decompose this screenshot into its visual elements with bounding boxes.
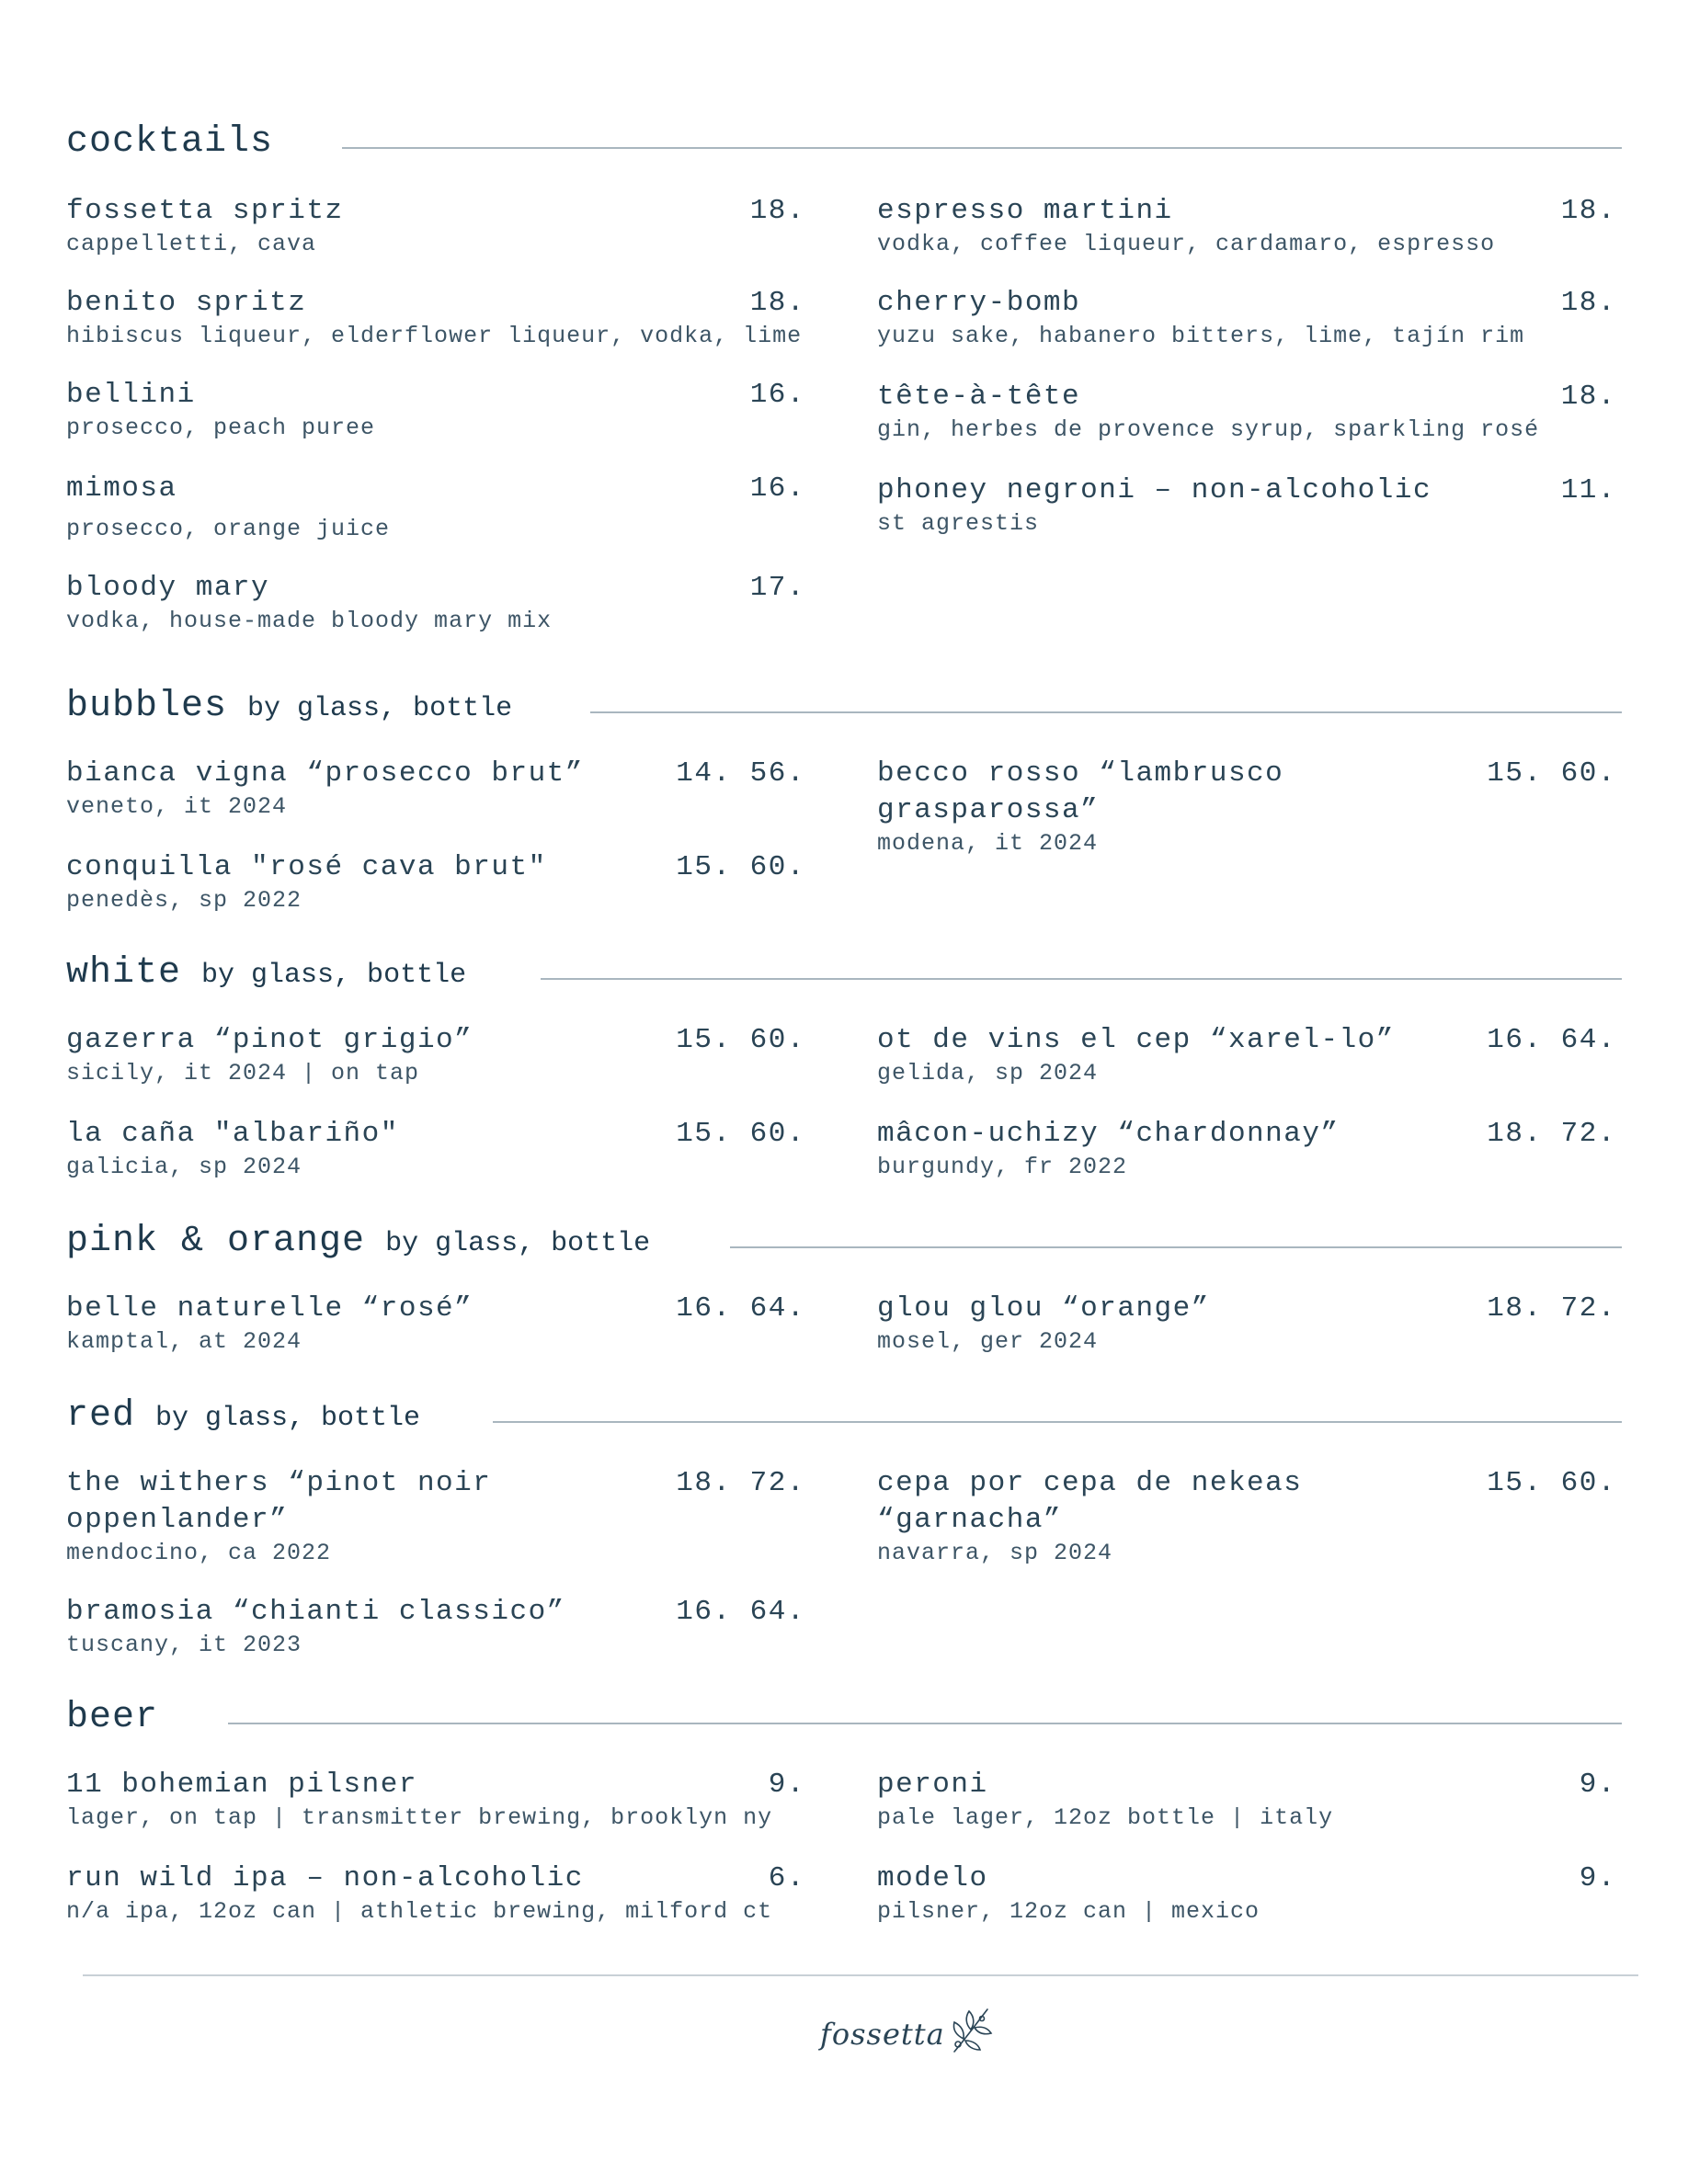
- item-description: prosecco, peach puree: [66, 415, 376, 441]
- item-description: vodka, coffee liqueur, cardamaro, espresso: [877, 231, 1496, 257]
- item-price: 14. 56.: [676, 757, 805, 790]
- section-divider: [590, 711, 1622, 713]
- footer-divider: [83, 1974, 1638, 1976]
- item-description: pale lager, 12oz bottle | italy: [877, 1804, 1334, 1831]
- item-price: 18.: [749, 287, 805, 319]
- section-title: white: [66, 952, 182, 994]
- item-name: 11 bohemian pilsner: [66, 1769, 417, 1801]
- item-price: 18.: [749, 195, 805, 227]
- item-price: 15. 60.: [676, 1118, 805, 1150]
- section-header: [66, 1697, 1622, 1737]
- item-price: 16.: [749, 379, 805, 411]
- item-name: mimosa: [66, 472, 177, 505]
- section-header: [66, 952, 1622, 993]
- item-name: becco rosso “lambrusco grasparossa”: [877, 757, 1303, 826]
- item-description: navarra, sp 2024: [877, 1540, 1113, 1566]
- section-header: [66, 1395, 1622, 1436]
- item-name: run wild ipa – non-alcoholic: [66, 1862, 584, 1894]
- item-price: 18.: [1560, 287, 1616, 319]
- item-price: 16.: [749, 472, 805, 505]
- item-description: vodka, house-made bloody mary mix: [66, 608, 553, 634]
- section-subtitle: by glass, bottle: [201, 960, 467, 991]
- fossetta-logo: [820, 1985, 1004, 2077]
- item-name: la caña "albariño": [66, 1118, 399, 1150]
- item-name: fossetta spritz: [66, 195, 344, 227]
- item-description: yuzu sake, habanero bitters, lime, tajín rim: [877, 323, 1525, 349]
- logo-wordmark: fossetta: [820, 2017, 945, 2052]
- item-name: cherry-bomb: [877, 287, 1081, 319]
- item-description: penedès, sp 2022: [66, 887, 302, 914]
- item-description: mendocino, ca 2022: [66, 1540, 332, 1566]
- item-name: modelo: [877, 1862, 988, 1894]
- item-description: hibiscus liqueur, elderflower liqueur, vodka, lime: [66, 323, 803, 349]
- item-description: st agrestis: [877, 510, 1040, 537]
- item-price: 9.: [1579, 1769, 1616, 1801]
- item-price: 9.: [1579, 1862, 1616, 1894]
- section-subtitle: by glass, bottle: [247, 693, 513, 724]
- item-price: 15. 60.: [676, 1024, 805, 1056]
- item-description: prosecco, orange juice: [66, 516, 391, 542]
- item-name: bloody mary: [66, 572, 270, 604]
- item-description: gin, herbes de provence syrup, sparkling rosé: [877, 416, 1540, 443]
- item-name: mâcon-uchizy “chardonnay”: [877, 1118, 1340, 1150]
- item-price: 16. 64.: [676, 1292, 805, 1325]
- item-price: 18.: [1560, 195, 1616, 227]
- section-divider: [228, 1723, 1622, 1724]
- item-name: cepa por cepa de nekeas “garnacha”: [877, 1467, 1321, 1536]
- item-description: galicia, sp 2024: [66, 1154, 302, 1180]
- item-price: 15. 60.: [676, 851, 805, 883]
- item-name: peroni: [877, 1769, 988, 1801]
- olive-branch-icon: [945, 2002, 997, 2057]
- item-price: 9.: [768, 1769, 805, 1801]
- item-price: 6.: [768, 1862, 805, 1894]
- item-description: gelida, sp 2024: [877, 1060, 1099, 1086]
- section-header: [66, 121, 1622, 162]
- item-description: tuscany, it 2023: [66, 1632, 302, 1658]
- section-header: [66, 686, 1622, 726]
- item-name: bellini: [66, 379, 196, 411]
- item-price: 11.: [1560, 474, 1616, 506]
- item-description: sicily, it 2024 | on tap: [66, 1060, 420, 1086]
- item-price: 18. 72.: [676, 1467, 805, 1499]
- section-divider: [541, 978, 1622, 980]
- section-divider: [730, 1246, 1622, 1248]
- item-price: 15. 60.: [1487, 1467, 1616, 1499]
- item-name: the withers “pinot noir oppenlander”: [66, 1467, 510, 1536]
- item-name: ot de vins el cep “xarel-lo”: [877, 1024, 1395, 1056]
- item-description: cappelletti, cava: [66, 231, 317, 257]
- item-description: lager, on tap | transmitter brewing, brooklyn ny: [66, 1804, 773, 1831]
- item-name: phoney negroni – non-alcoholic: [877, 474, 1432, 506]
- item-description: n/a ipa, 12oz can | athletic brewing, milford ct: [66, 1898, 773, 1925]
- item-name: gazerra “pinot grigio”: [66, 1024, 473, 1056]
- item-price: 17.: [749, 572, 805, 604]
- item-name: benito spritz: [66, 287, 307, 319]
- section-header: [66, 1221, 1622, 1261]
- item-price: 18. 72.: [1487, 1292, 1616, 1325]
- item-description: veneto, it 2024: [66, 793, 288, 820]
- item-price: 16. 64.: [1487, 1024, 1616, 1056]
- item-name: bianca vigna “prosecco brut”: [66, 757, 584, 790]
- item-name: belle naturelle “rosé”: [66, 1292, 473, 1325]
- section-title: cocktails: [66, 121, 274, 163]
- section-title: bubbles: [66, 686, 228, 727]
- section-subtitle: by glass, bottle: [155, 1403, 421, 1434]
- item-price: 15. 60.: [1487, 757, 1616, 790]
- item-name: espresso martini: [877, 195, 1173, 227]
- item-description: kamptal, at 2024: [66, 1328, 302, 1355]
- section-subtitle: by glass, bottle: [385, 1228, 651, 1259]
- section-title: red: [66, 1395, 136, 1437]
- item-description: mosel, ger 2024: [877, 1328, 1099, 1355]
- item-price: 18. 72.: [1487, 1118, 1616, 1150]
- item-name: bramosia “chianti classico”: [66, 1596, 565, 1628]
- section-divider: [342, 147, 1622, 149]
- item-description: pilsner, 12oz can | mexico: [877, 1898, 1260, 1925]
- section-title: beer: [66, 1697, 159, 1738]
- section-title: pink & orange: [66, 1221, 366, 1262]
- item-price: 16. 64.: [676, 1596, 805, 1628]
- item-name: glou glou “orange”: [877, 1292, 1210, 1325]
- section-divider: [493, 1421, 1622, 1423]
- item-name: tête-à-tête: [877, 381, 1081, 413]
- item-price: 18.: [1560, 381, 1616, 413]
- item-description: burgundy, fr 2022: [877, 1154, 1128, 1180]
- item-name: conquilla "rosé cava brut": [66, 851, 547, 883]
- item-description: modena, it 2024: [877, 830, 1099, 857]
- menu-page: [66, 0, 1622, 2184]
